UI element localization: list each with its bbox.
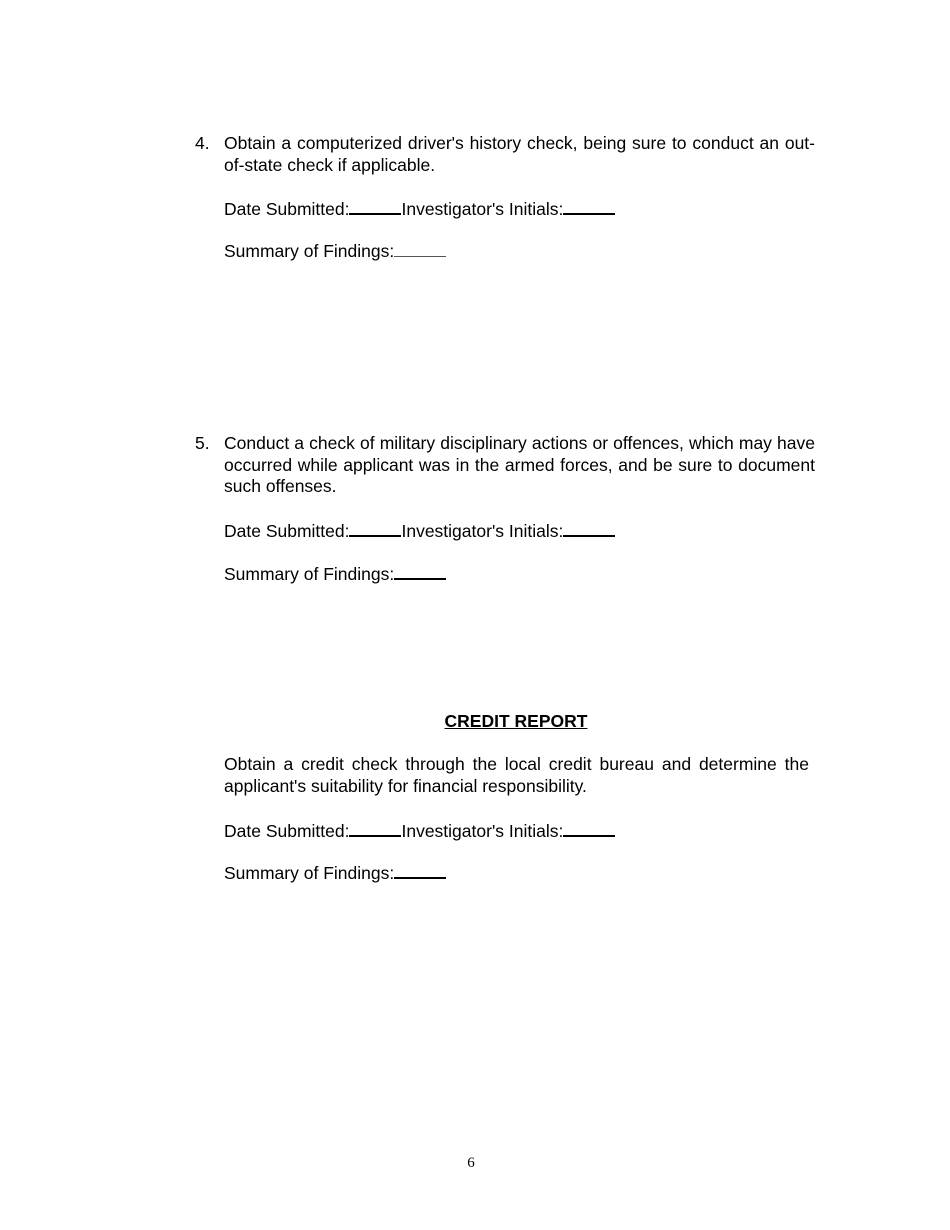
date-submitted-field[interactable] — [349, 819, 401, 837]
summary-of-findings-field[interactable] — [394, 240, 446, 257]
item-5 — [195, 433, 815, 498]
date-submitted-field[interactable] — [349, 197, 401, 215]
item-4 — [195, 133, 815, 176]
summary-of-findings-label: Summary of Findings: — [224, 863, 395, 883]
date-submitted-field[interactable] — [349, 519, 401, 537]
investigator-initials-label: Investigator's Initials: — [401, 821, 564, 841]
date-submitted-label: Date Submitted: — [224, 199, 350, 219]
item-4-number: 4. — [195, 133, 210, 153]
credit-report-text: Obtain a credit check through the local credit bureau and determine the applicant's suitability for financial responsibility. — [224, 754, 809, 796]
investigator-initials-field[interactable] — [563, 519, 615, 537]
item-5-number: 5. — [195, 433, 210, 453]
item-4-date-line — [224, 197, 615, 221]
credit-report-date-line — [224, 819, 615, 843]
investigator-initials-field[interactable] — [563, 197, 615, 215]
investigator-initials-label: Investigator's Initials: — [401, 199, 564, 219]
page-number: 6 — [467, 1155, 475, 1171]
investigator-initials-field[interactable] — [563, 819, 615, 837]
item-5-text: Conduct a check of military disciplinary actions or offences, which may have occurred while applicant was in the armed forces, and be sure to document such offenses. — [224, 433, 815, 496]
credit-report-summary-line — [224, 861, 446, 885]
item-5-date-line — [224, 519, 615, 543]
date-submitted-label: Date Submitted: — [224, 521, 350, 541]
item-5-summary-line — [224, 562, 446, 586]
investigator-initials-label: Investigator's Initials: — [401, 521, 564, 541]
summary-of-findings-label: Summary of Findings: — [224, 564, 395, 584]
summary-of-findings-label: Summary of Findings: — [224, 241, 395, 261]
item-4-text: Obtain a computerized driver's history check, being sure to conduct an out-of-state check if applicable. — [224, 133, 815, 175]
date-submitted-label: Date Submitted: — [224, 821, 350, 841]
credit-report-heading: CREDIT REPORT — [444, 711, 588, 731]
summary-of-findings-field[interactable] — [394, 562, 446, 580]
summary-of-findings-field[interactable] — [394, 861, 446, 879]
item-4-summary-line — [224, 240, 446, 263]
